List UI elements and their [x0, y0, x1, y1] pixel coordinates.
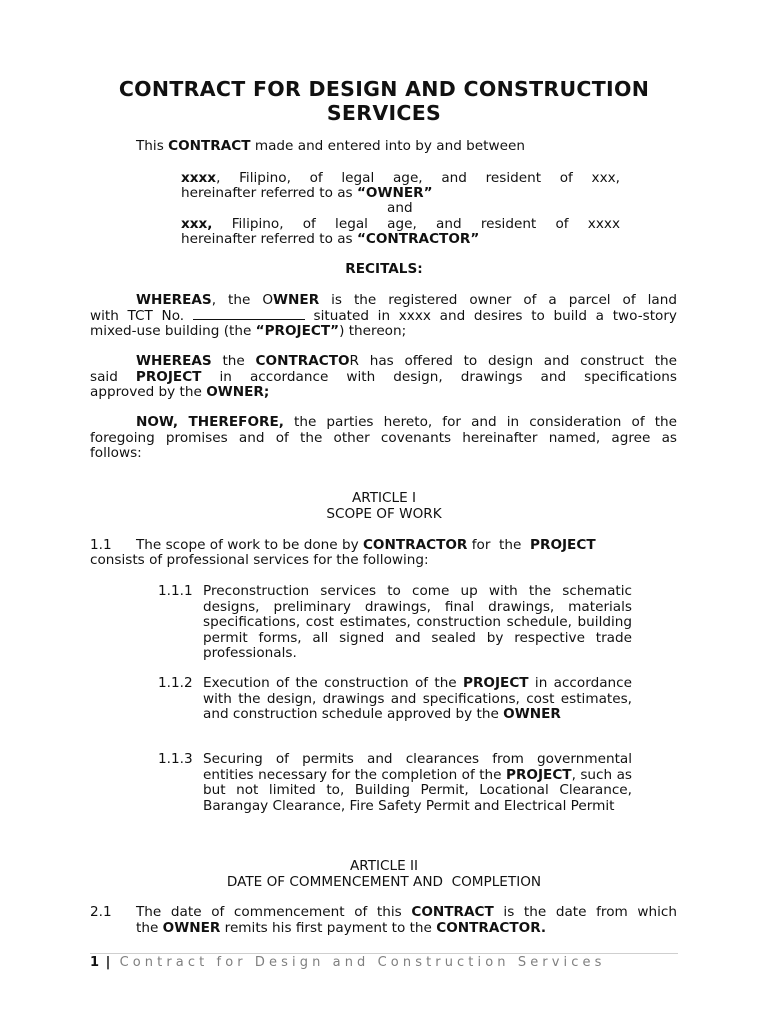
party2-details: Filipino, of legal age, and resident of xxxx: [212, 216, 620, 232]
title-line-1: CONTRACT FOR DESIGN AND CONSTRUCTION: [118, 77, 650, 101]
and-connector: and: [387, 200, 413, 216]
s1-1-2-owner: OWNER: [503, 706, 561, 722]
s2-1-text-c: is the date from which: [493, 904, 677, 920]
s1-1-number: 1.1: [90, 537, 112, 553]
s1-1-text-c: for the: [467, 537, 531, 553]
whereas1-line1: [90, 293, 677, 309]
whereas2-text-f: in accordance with design, drawings and specifications: [201, 369, 677, 385]
whereas1-text-a: , the O: [211, 292, 274, 308]
document-title: [60, 77, 708, 125]
intro-contract: CONTRACT: [168, 138, 251, 154]
section-1-1-2: [158, 676, 632, 723]
s1-1-3-text-a: Securing of permits and clearances from governmental entities necessary for the completion of the: [203, 751, 632, 783]
s2-1-text-d: the: [136, 920, 163, 936]
party1-role: “OWNER”: [356, 185, 433, 201]
whereas2-contractor: CONTRACTO: [255, 353, 350, 369]
party2-referred: hereinafter referred to as: [181, 231, 357, 247]
tct-number-blank: [193, 309, 305, 320]
now-therefore-line1: [90, 415, 677, 431]
section-1-1-1: [158, 584, 632, 662]
recitals-heading: [90, 262, 678, 278]
s1-1-line2: consists of professional services for the following:: [90, 552, 429, 568]
whereas2-line1: [90, 354, 677, 370]
s1-1-3-project: PROJECT: [505, 766, 572, 783]
whereas1-text-e: situated in xxxx and desires to build a two-story: [304, 308, 677, 324]
whereas2-text-d: said: [90, 369, 136, 385]
intro-text: This: [136, 138, 169, 154]
party1-details: , Filipino, of legal age, and resident of xxx,: [216, 170, 620, 186]
recitals-heading-text: RECITALS:: [345, 261, 423, 277]
party1-referred: hereinafter referred to as: [181, 185, 357, 201]
s1-1-contractor: CONTRACTOR: [362, 537, 468, 553]
s2-1-text-a: The date of commencement of this: [136, 904, 412, 920]
whereas2-owner: OWNER;: [206, 384, 270, 400]
title-line-2: SERVICES: [326, 101, 442, 125]
whereas1-tct: with TCT No.: [90, 308, 193, 324]
whereas1-owner: WNER: [273, 292, 320, 308]
whereas2-project: PROJECT: [135, 369, 202, 385]
whereas2-keyword: WHEREAS: [136, 353, 212, 369]
page-number: 1 |: [90, 955, 112, 970]
s1-1-2-text: [203, 676, 632, 723]
article1-label: ARTICLE I: [351, 490, 417, 506]
now-therefore-text-a: the parties hereto, for and in consideration of the: [283, 414, 677, 430]
intro-text-rest: made and entered into by and between: [250, 138, 525, 154]
whereas1-text-h: ) thereon;: [339, 323, 407, 339]
s2-1-line2: [136, 921, 546, 937]
s1-1-3-text-c: , such as but not limited to, Building Permit, Locational Clearance, Barangay Clearance, Fire Safety Permit and Electrical Permit: [203, 766, 632, 814]
s1-1-3-number: 1.1.3: [158, 751, 193, 767]
whereas2-text-g: approved by the: [90, 384, 207, 400]
s2-1-line1: [136, 905, 677, 921]
party2-line2: [181, 232, 479, 248]
page-footer: [90, 955, 605, 971]
party1-name: xxxx: [181, 170, 217, 186]
s1-1-project: PROJECT: [530, 537, 596, 553]
footer-divider: [90, 953, 678, 954]
s1-1-text-a: The scope of work to be done by: [136, 537, 363, 553]
s1-1-2-project: PROJECT: [463, 675, 529, 691]
whereas2-text-a: the: [211, 353, 256, 369]
party2-name: xxx,: [181, 216, 213, 232]
whereas1-line3: [90, 324, 406, 340]
s1-1-2-number: 1.1.2: [158, 675, 193, 691]
whereas2-text-c: R has offered to design and construct the: [349, 353, 677, 369]
s2-1-number: 2.1: [90, 904, 112, 920]
s2-1-contract: CONTRACT: [411, 904, 494, 920]
intro-paragraph: [136, 139, 525, 155]
s1-1-1-number: 1.1.1: [158, 583, 193, 599]
s1-1-2-text-a: Execution of the construction of the: [203, 675, 463, 691]
s2-1-text-f: remits his first payment to the: [220, 920, 437, 936]
party2-role: “CONTRACTOR”: [356, 231, 480, 247]
article2-title: DATE OF COMMENCEMENT AND COMPLETION: [226, 874, 542, 890]
s1-1-2-text-c: in accordance with the design, drawings and specifications, cost estimates, and construction schedule approved by the: [203, 675, 632, 722]
article2-label: ARTICLE II: [349, 858, 419, 874]
whereas1-text-c: is the registered owner of a parcel of land: [319, 292, 677, 308]
now-therefore-keyword: NOW, THEREFORE,: [136, 414, 284, 430]
whereas1-project: “PROJECT”: [255, 323, 340, 339]
section-1-1-3: [158, 752, 632, 814]
footer-title: Contract for Design and Construction Services: [119, 955, 606, 970]
s2-1-owner: OWNER: [162, 920, 221, 936]
s1-1-3-text: [203, 752, 632, 814]
whereas1-keyword: WHEREAS: [136, 292, 212, 308]
now-therefore-line3: follows:: [90, 445, 142, 461]
whereas1-text-f: mixed-use building (the: [90, 323, 256, 339]
whereas2-line3: [90, 385, 269, 401]
article1-title: SCOPE OF WORK: [326, 506, 442, 522]
s1-1-1-text: Preconstruction services to come up with the schematic designs, preliminary drawings, final drawings, materials specifications, cost estimates, construction schedule, building permit forms, all signed and sealed by respective trade professionals.: [203, 583, 632, 661]
now-therefore-line2: foregoing promises and of the other covenants hereinafter named, agree as: [90, 430, 677, 446]
s2-1-contractor: CONTRACTOR.: [436, 920, 547, 936]
